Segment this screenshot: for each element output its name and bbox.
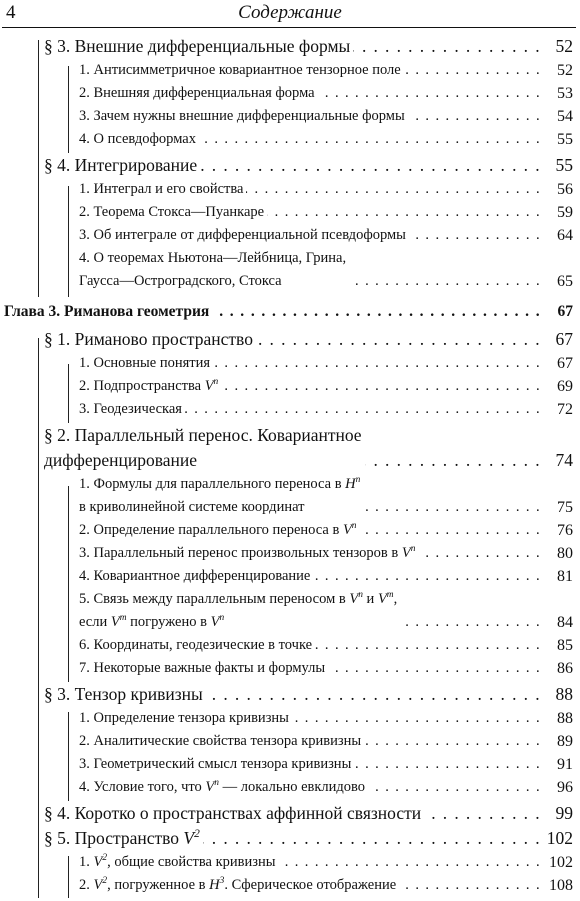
running-title: Содержание bbox=[238, 2, 342, 23]
toc-subsection[interactable]: 2. Аналитические свойства тензора кривизны . . . 89 bbox=[0, 730, 580, 753]
toc-subsection[interactable]: 4. Ковариантное дифференцирование . . . 81 bbox=[0, 565, 580, 588]
toc-subsection[interactable]: 2. Внешняя дифференциальная форма . . . 53 bbox=[0, 82, 580, 105]
toc-subsection[interactable]: 3. Об интеграле от дифференциальной псевдоформы . . . 64 bbox=[0, 224, 580, 247]
toc-subsection[interactable]: 3. Зачем нужны внешние дифференциальные формы . . . 54 bbox=[0, 105, 580, 128]
toc-subsection[interactable]: 3. Параллельный перенос произвольных тензоров в $V^n$ . . . 80 bbox=[0, 542, 580, 565]
toc-subsection[interactable]: 2. Определение параллельного переноса в $V^n$ . . . 76 bbox=[0, 519, 580, 542]
toc-subsection[interactable]: 1. Определение тензора кривизны . . . 88 bbox=[0, 707, 580, 730]
toc-section[interactable]: § 4. Коротко о пространствах аффинной связности . . . 99 bbox=[0, 801, 580, 826]
table-of-contents bbox=[0, 34, 580, 897]
toc-section[interactable]: § 2. Параллельный перенос. Ковариантное дифференцирование . . . 74 bbox=[0, 423, 580, 473]
toc-subsection[interactable]: 1. Основные понятия . . . 67 bbox=[0, 352, 580, 375]
toc-subsection[interactable]: 5. Связь между параллельным переносом в $V^n$ и $V^m$, если $V^m$ погружено в $V^n$ . . . 84 bbox=[0, 588, 580, 634]
toc-subsection[interactable]: 4. О теоремах Ньютона—Лейбница, Грина, Гаусса—Остроградского, Стокса . . . 65 bbox=[0, 247, 580, 293]
header-rule bbox=[2, 27, 576, 28]
toc-subsection[interactable]: 2. Теорема Стокса—Пуанкаре . . . 59 bbox=[0, 201, 580, 224]
toc-subsection[interactable]: 4. Условие того, что $V^n$ — локально евклидово . . . 96 bbox=[0, 776, 580, 799]
toc-subsection[interactable]: 1. Формулы для параллельного переноса в $H^n$ в криволинейной системе координат . . . 75 bbox=[0, 473, 580, 519]
toc-subsection[interactable]: 3. Геометрический смысл тензора кривизны . . . 91 bbox=[0, 753, 580, 776]
toc-section[interactable]: § 1. Риманово пространство . . . 67 bbox=[0, 327, 580, 352]
toc-section[interactable]: § 4. Интегрирование . . . 55 bbox=[0, 153, 580, 178]
toc-subsection[interactable]: 1. $V^2$, общие свойства кривизны . . . 102 bbox=[0, 851, 580, 874]
toc-subsection[interactable]: 3. Геодезическая . . . 72 bbox=[0, 398, 580, 421]
toc-chapter[interactable]: Глава 3. Риманова геометрия . . . 67 bbox=[0, 297, 580, 327]
toc-subsection[interactable]: 1. Интеграл и его свойства . . . 56 bbox=[0, 178, 580, 201]
toc-subsection[interactable]: 6. Координаты, геодезические в точке . . . 85 bbox=[0, 634, 580, 657]
page-header bbox=[0, 0, 580, 28]
toc-subsection[interactable]: 2. $V^2$, погруженное в $H^3$. Сферическое отображение . . . 108 bbox=[0, 874, 580, 897]
toc-section[interactable]: § 5. Пространство $V^2$ . . . 102 bbox=[0, 826, 580, 851]
toc-subsection[interactable]: 7. Некоторые важные факты и формулы . . . 86 bbox=[0, 657, 580, 680]
toc-section[interactable]: § 3. Внешние дифференциальные формы . . . 52 bbox=[0, 34, 580, 59]
toc-section[interactable]: § 3. Тензор кривизны . . . 88 bbox=[0, 682, 580, 707]
page-number: 4 bbox=[6, 2, 16, 23]
toc-subsection[interactable]: 4. О псевдоформах . . . 55 bbox=[0, 128, 580, 151]
toc-subsection[interactable]: 2. Подпространства $V^n$ . . . 69 bbox=[0, 375, 580, 398]
toc-subsection[interactable]: 1. Антисимметричное ковариантное тензорное поле . . . 52 bbox=[0, 59, 580, 82]
